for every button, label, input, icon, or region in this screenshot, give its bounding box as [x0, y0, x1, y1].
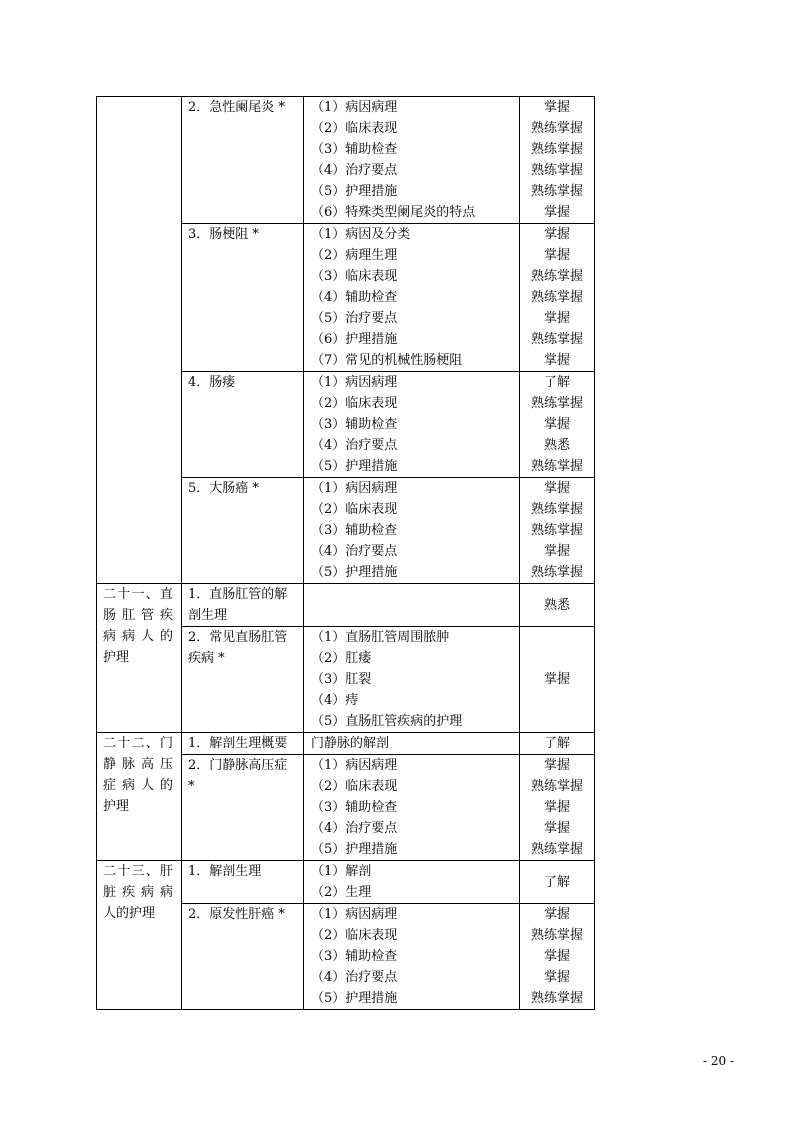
syllabus-table	[96, 96, 595, 1010]
content-cell: （1）解剖 （2）生理	[304, 861, 520, 904]
topic-cell: 5．大肠癌 *	[182, 478, 304, 584]
topic-cell: 2．急性阑尾炎 *	[182, 97, 304, 224]
chapter-title-cell	[97, 584, 182, 733]
table-row	[97, 584, 595, 627]
chapter-title-cell	[97, 97, 182, 584]
chapter-title-line: 二十一、直	[103, 587, 173, 602]
requirement-cell: 了解	[520, 861, 595, 904]
table-row	[97, 97, 595, 224]
topic-cell: 2．门静脉高压症 *	[182, 755, 304, 861]
topic-cell: 3．肠梗阻 *	[182, 224, 304, 372]
topic-cell: 1．解剖生理	[182, 861, 304, 904]
content-cell: （1）病因病理 （2）临床表现 （3）辅助检查 （4）治疗要点 （5）护理措施	[304, 478, 520, 584]
content-cell	[304, 584, 520, 627]
chapter-title-line: 静 脉 高 压	[103, 757, 173, 772]
chapter-title-line: 肠 肛 管 疾	[103, 608, 173, 623]
table-row	[97, 733, 595, 755]
topic-cell: 2．常见直肠肛管 疾病 *	[182, 627, 304, 733]
chapter-title-cell	[97, 861, 182, 1010]
chapter-title-line: 护理	[103, 650, 130, 665]
requirement-cell: 熟悉	[520, 584, 595, 627]
requirement-cell: 掌握 熟练掌握 熟练掌握 掌握 熟练掌握	[520, 478, 595, 584]
chapter-title-line: 二十三、肝	[103, 864, 173, 879]
content-cell: （1）病因病理 （2）临床表现 （3）辅助检查 （4）治疗要点 （5）护理措施 （6）特殊类型阑尾炎的特点	[304, 97, 520, 224]
topic-cell: 1．直肠肛管的解 剖生理	[182, 584, 304, 627]
requirement-cell: 掌握 熟练掌握 掌握 掌握 熟练掌握	[520, 904, 595, 1010]
content-cell: （1）病因病理 （2）临床表现 （3）辅助检查 （4）治疗要点 （5）护理措施	[304, 904, 520, 1010]
content-cell: （1）直肠肛管周围脓肿 （2）肛瘘 （3）肛裂 （4）痔 （5）直肠肛管疾病的护理	[304, 627, 520, 733]
chapter-title-line: 二十二、门	[103, 736, 173, 751]
content-cell: （1）病因病理 （2）临床表现 （3）辅助检查 （4）治疗要点 （5）护理措施	[304, 755, 520, 861]
chapter-title-line: 症 病 人 的	[103, 778, 173, 793]
chapter-title-line: 护理	[103, 799, 130, 814]
requirement-cell: 了解	[520, 733, 595, 755]
chapter-title-line: 脏 疾 病 病	[103, 885, 173, 900]
chapter-title-line: 人的护理	[103, 906, 156, 921]
topic-cell: 2．原发性肝癌 *	[182, 904, 304, 1010]
requirement-cell: 掌握	[520, 627, 595, 733]
content-cell: 门静脉的解剖	[304, 733, 520, 755]
requirement-cell: 掌握 熟练掌握 掌握 掌握 熟练掌握	[520, 755, 595, 861]
requirement-cell: 了解 熟练掌握 掌握 熟悉 熟练掌握	[520, 372, 595, 478]
chapter-title-line: 病 病 人 的	[103, 629, 173, 644]
content-cell: （1）病因病理 （2）临床表现 （3）辅助检查 （4）治疗要点 （5）护理措施	[304, 372, 520, 478]
requirement-cell: 掌握 熟练掌握 熟练掌握 熟练掌握 熟练掌握 掌握	[520, 97, 595, 224]
topic-cell: 4．肠瘘	[182, 372, 304, 478]
page-number: - 20 -	[702, 1054, 734, 1068]
table-row	[97, 861, 595, 904]
chapter-title-cell	[97, 733, 182, 861]
requirement-cell: 掌握 掌握 熟练掌握 熟练掌握 掌握 熟练掌握 掌握	[520, 224, 595, 372]
content-cell: （1）病因及分类 （2）病理生理 （3）临床表现 （4）辅助检查 （5）治疗要点 （6）护理措施 （7）常见的机械性肠梗阻	[304, 224, 520, 372]
topic-cell: 1．解剖生理概要	[182, 733, 304, 755]
